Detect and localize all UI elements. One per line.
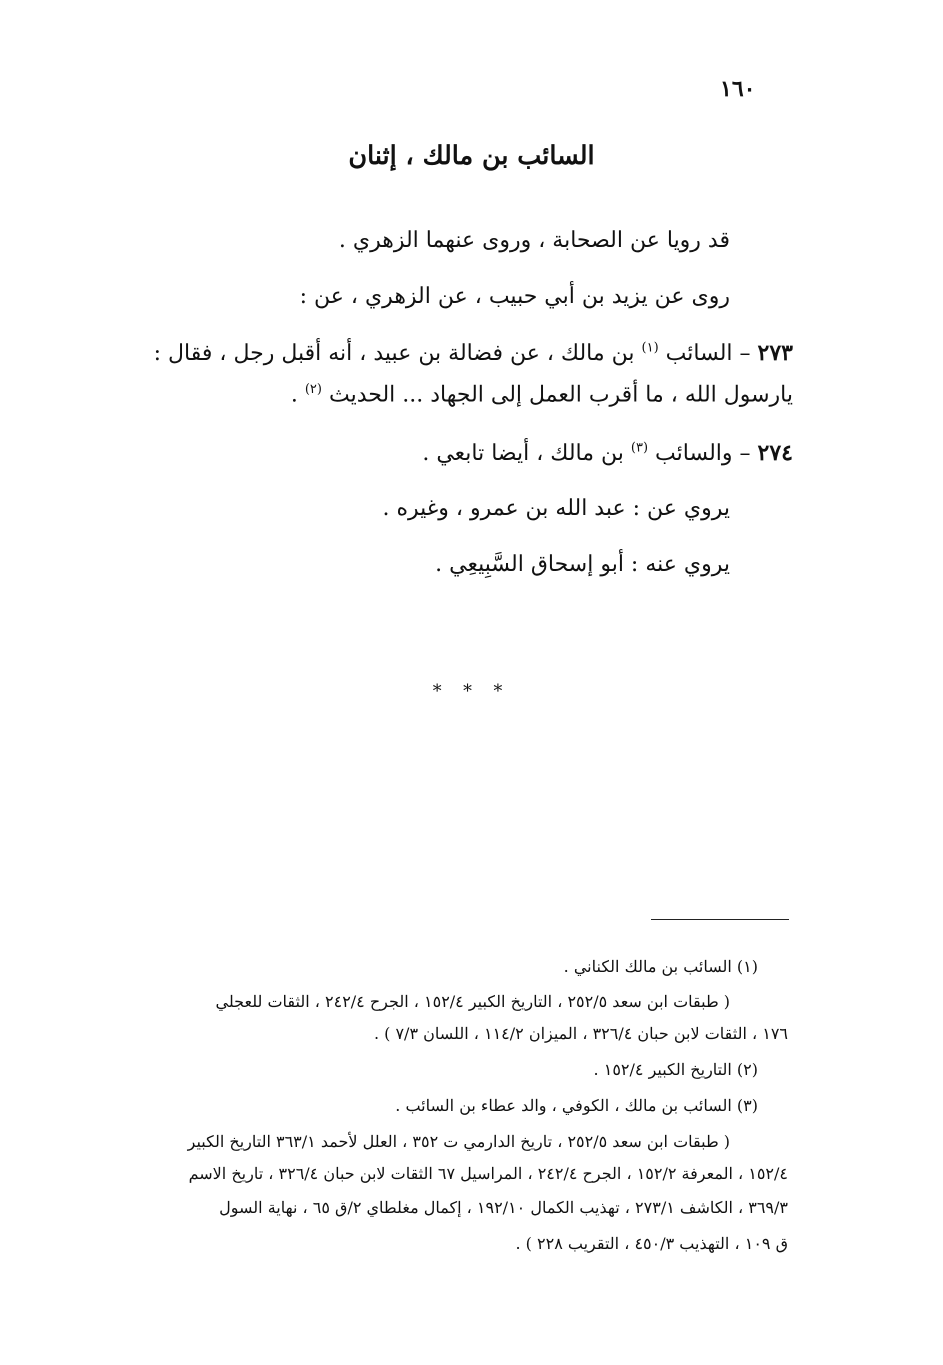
footnote-ref-3: (٣): [630, 440, 649, 456]
entry-273-text-a: – السائب: [665, 341, 751, 366]
footnote-3-source-line-4: ق ١٠٩ ، التهذيب ٤٥٠/٣ ، التقريب ٢٢٨ ) .: [515, 1234, 788, 1253]
page-title: السائب بن مالك ، إثنان: [348, 140, 595, 170]
entry-273-text-b: بن مالك ، عن فضالة بن عبيد ، أنه أقبل رجل ، فقال :: [153, 341, 635, 366]
entry-274-text-a: – والسائب: [655, 441, 751, 466]
page-number: ١٦٠: [720, 76, 756, 102]
narrates-from-line: يروي عن : عبد الله بن عمرو ، وغيره .: [382, 496, 730, 521]
entry-273-text-c: يارسول الله ، ما أقرب العمل إلى الجهاد ... الحديث: [328, 382, 793, 408]
intro-line: قد رويا عن الصحابة ، وروى عنهما الزهري .: [338, 228, 730, 253]
footnote-1-source-line-1: ( طبقات ابن سعد ٢٥٢/٥ ، التاريخ الكبير ١٥٢/٤ ، الجرح ٢٤٢/٤ ، الثقات للعجلي: [215, 992, 730, 1011]
entry-273-number: ٢٧٣: [757, 340, 793, 366]
entry-273-line-2: [291, 382, 793, 407]
footnote-ref-1: (١): [641, 340, 659, 356]
footnote-3-source-line-3: ٣٦٩/٣ ، الكاشف ٢٧٣/١ ، تهذيب الكمال ١٩٢/١٠ ، إكمال مغلطاي ٢/ق ٦٥ ، نهاية السول: [219, 1198, 788, 1217]
footnote-3: (٣) السائب بن مالك ، الكوفي ، والد عطاء بن السائب .: [395, 1096, 758, 1115]
entry-274-line: [422, 440, 793, 466]
footnote-1-source-line-2: ١٧٦ ، الثقات لابن حبان ٣٢٦/٤ ، الميزان ١١٤/٢ ، اللسان ٧/٣ ) .: [373, 1024, 788, 1043]
entry-274-number: ٢٧٤: [757, 440, 793, 466]
footnote-1: (١) السائب بن مالك الكناني .: [563, 957, 758, 976]
isnad-line: روى عن يزيد بن أبي حبيب ، عن الزهري ، عن :: [299, 284, 730, 309]
footnote-2: (٢) التاريخ الكبير ١٥٢/٤ .: [593, 1060, 758, 1079]
narrated-by-line: يروي عنه : أبو إسحاق السَّبِيعِي .: [435, 552, 730, 577]
entry-274-text-b: بن مالك ، أيضا تابعي .: [422, 441, 624, 466]
footnote-divider: [651, 919, 789, 920]
entry-273-line-1: [154, 340, 793, 366]
footnote-ref-2: (٢): [304, 382, 322, 397]
footnote-3-source-line-2: ١٥٢/٤ ، المعرفة ١٥٢/٢ ، الجرح ٢٤٢/٤ ، المراسيل ٦٧ الثقات لابن حبان ٣٢٦/٤ ، تاريخ الاسم: [188, 1164, 788, 1183]
section-separator: * * *: [432, 682, 511, 702]
entry-273-end: .: [290, 382, 298, 408]
footnote-3-source-line-1: ( طبقات ابن سعد ٢٥٢/٥ ، تاريخ الدارمي ت ٣٥٢ ، العلل لأحمد ٣٦٣/١ التاريخ الكبير: [187, 1132, 730, 1151]
